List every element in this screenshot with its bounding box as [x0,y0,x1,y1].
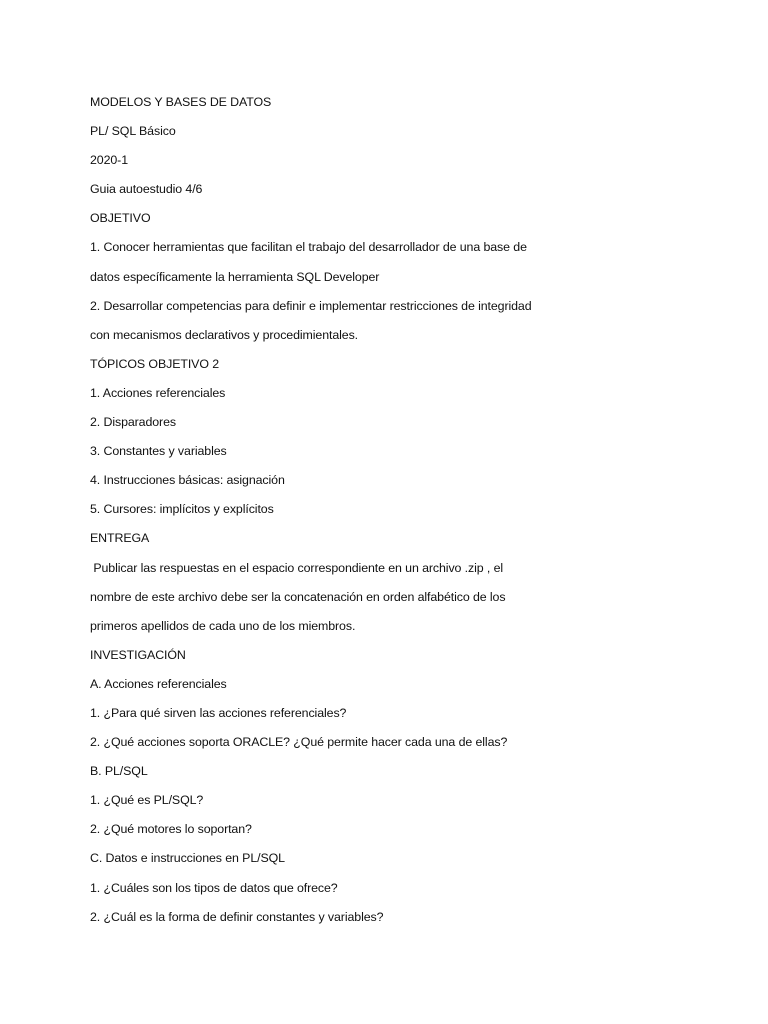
delivery-text-line-1: Publicar las respuestas en el espacio correspondiente en un archivo .zip , el [90,560,504,575]
objective-2-line-2: con mecanismos declarativos y procedimientales. [90,327,359,342]
delivery-text-line-2: nombre de este archivo debe ser la concatenación en orden alfabético de los [90,589,506,604]
topic-item: 2. Disparadores [90,415,176,430]
question-item: 2. ¿Qué motores lo soportan? [90,822,252,837]
question-item: 2. ¿Qué acciones soporta ORACLE? ¿Qué permite hacer cada una de ellas? [90,735,508,750]
topic-item: 1. Acciones referenciales [90,385,226,400]
delivery-text-line-3: primeros apellidos de cada uno de los miembros. [90,618,356,633]
objective-heading: OBJETIVO [90,211,151,226]
guide-number: Guia autoestudio 4/6 [90,182,203,197]
section-a-heading: A. Acciones referenciales [90,676,227,691]
topic-item: 4. Instrucciones básicas: asignación [90,473,285,488]
section-b-heading: B. PL/SQL [90,764,148,779]
course-subtitle: PL/ SQL Básico [90,124,176,139]
objective-1-line-1: 1. Conocer herramientas que facilitan el trabajo del desarrollador de una base de [90,240,527,255]
question-item: 1. ¿Cuáles son los tipos de datos que ofrece? [90,880,338,895]
section-c-heading: C. Datos e instrucciones en PL/SQL [90,851,285,866]
question-item: 2. ¿Cuál es la forma de definir constantes y variables? [90,909,384,924]
question-item: 1. ¿Para qué sirven las acciones referenciales? [90,705,347,720]
topics-heading: TÓPICOS OBJETIVO 2 [90,356,220,371]
research-heading: INVESTIGACIÓN [90,647,186,662]
delivery-heading: ENTREGA [90,531,150,546]
objective-2-line-1: 2. Desarrollar competencias para definir e implementar restricciones de integridad [90,298,532,313]
topic-item: 5. Cursores: implícitos y explícitos [90,502,274,517]
question-item: 1. ¿Qué es PL/SQL? [90,793,204,808]
course-title: MODELOS Y BASES DE DATOS [90,95,272,109]
topic-item: 3. Constantes y variables [90,444,227,459]
objective-1-line-2: datos específicamente la herramienta SQL Developer [90,269,380,284]
document-body [90,92,710,936]
course-period: 2020-1 [90,153,128,168]
